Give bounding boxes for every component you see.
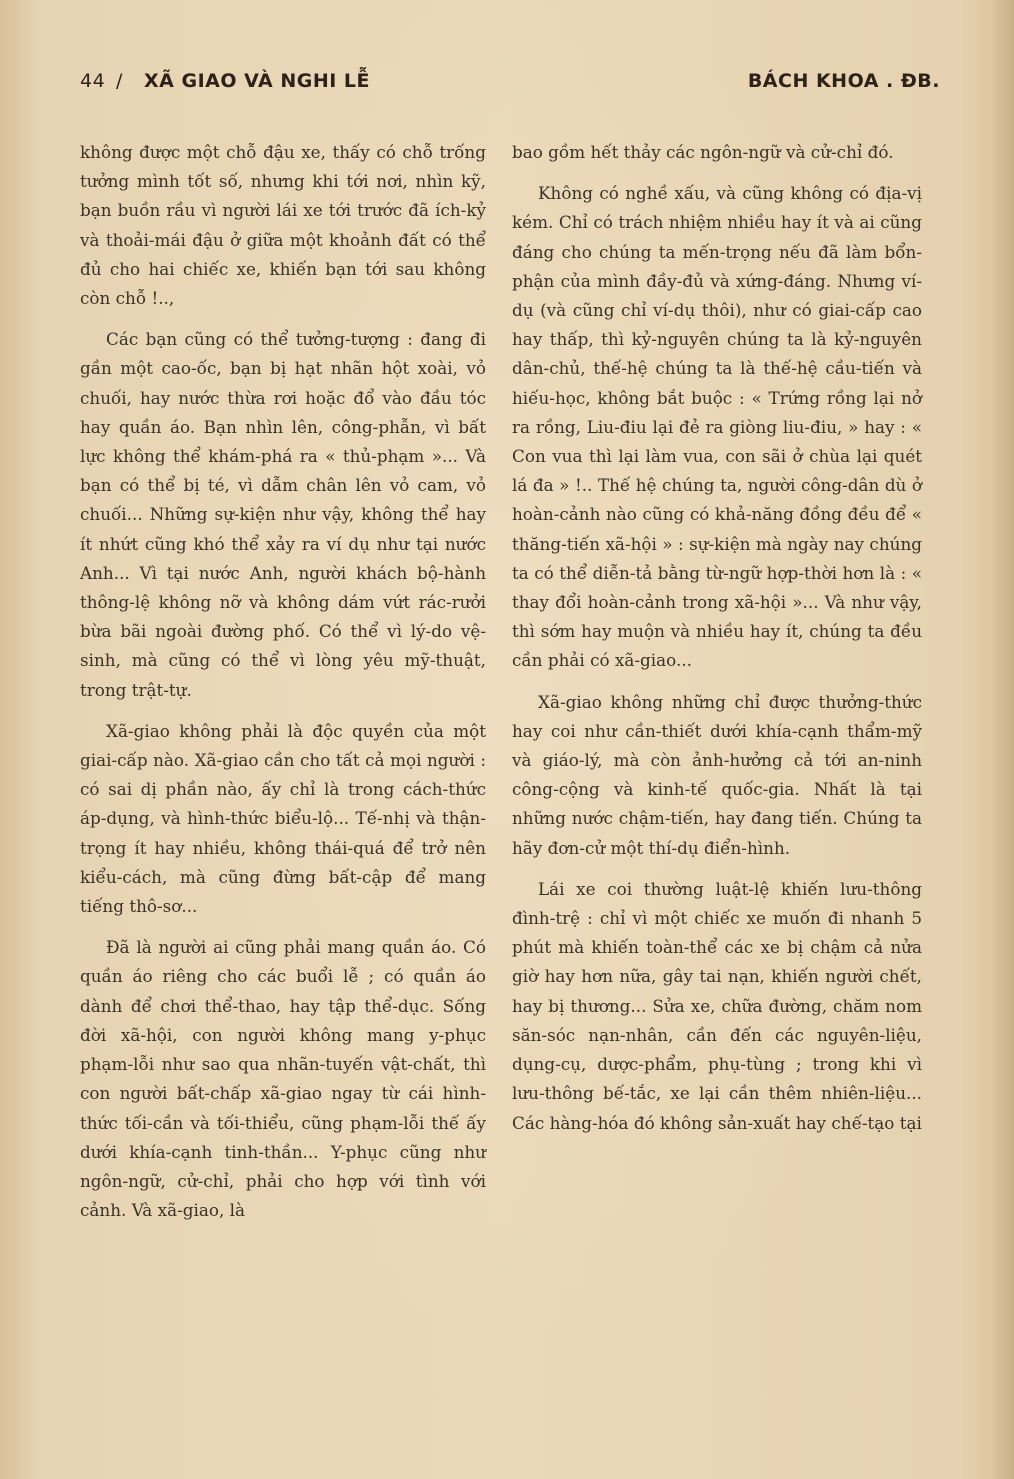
left-column <box>80 138 486 1237</box>
paragraph: không được một chỗ đậu xe, thấy có chỗ trống tưởng mình tốt số, nhưng khi tới nơi, nhìn kỹ, bạn buồn rầu vì người lái xe tới trước đã ích-kỷ và thoải-mái đậu ở giữa một khoảnh đất có thể đủ cho hai chiếc xe, khiến bạn tới sau không còn chỗ !.., <box>80 142 486 309</box>
section-title: XÃ GIAO VÀ NGHI LỄ <box>144 70 371 92</box>
paragraph: Xã-giao không phải là độc quyền của một giai-cấp nào. Xã-giao cần cho tất cả mọi người : có sai dị phần nào, ấy chỉ là trong cách-thức áp-dụng, và hình-thức biểu-lộ... Tế-nhị và thận-trọng ít hay nhiều, không thái-quá để trở nên kiểu-cách, mà cũng đừng bất-cập để mang tiếng thô-sơ... <box>80 720 486 917</box>
paragraph: Đã là người ai cũng phải mang quần áo. Có quần áo riêng cho các buổi lễ ; có quần áo dành để chơi thể-thao, hay tập thể-dục. Sống đời xã-hội, con người không mang y-phục phạm-lỗi như sao qua nhãn-tuyến vật-chất, thì con người bất-chấp xã-giao ngay từ cái hình-thức tối-cần và tối-thiểu, cũng phạm-lỗi thế ấy dưới khía-cạnh tinh-thần... Y-phục cũng như ngôn-ngữ, cử-chỉ, phải cho hợp với tình với cảnh. Và xã-giao, là <box>80 937 486 1221</box>
running-header <box>80 70 940 100</box>
page-edge-shadow <box>992 0 1014 1479</box>
paragraph: Các bạn cũng có thể tưởng-tượng : đang đi gần một cao-ốc, bạn bị hạt nhãn hột xoài, vỏ chuối, hay nước thừa rơi hoặc đổ vào đầu tóc hay quần áo. Bạn nhìn lên, công-phẫn, vì bất lực không thể khám-phá ra « thủ-phạm »... Và bạn có thể bị té, vì dẫm chân lên vỏ cam, vỏ chuối... Những sự-kiện như vậy, không thể hay ít nhứt cũng khó thể xảy ra ví dụ như tại nước Anh... Vì tại nước Anh, người khách bộ-hành thông-lệ không nỡ và không dám vứt rác-rưởi bừa bãi ngoài đường phố. Có thể vì lý-do vệ-sinh, mà cũng có thể vì lòng yêu mỹ-thuật, trong trật-tự. <box>80 329 486 700</box>
paragraph: Lái xe coi thường luật-lệ khiến lưu-thông đình-trệ : chỉ vì một chiếc xe muốn đi nhanh 5 phút mà khiến toàn-thể các xe bị chậm cả nửa giờ hay hơn nữa, gây tai nạn, khiến người chết, hay bị thương... Sửa xe, chữa đường, chăm nom săn-sóc nạn-nhân, cần đến các nguyên-liệu, dụng-cụ, dược-phẩm, phụ-tùng ; trong khi vì lưu-thông bế-tắc, xe lại cần thêm nhiên-liệu... Các hàng-hóa đó không sản-xuất hay chế-tạo tại <box>512 878 922 1133</box>
header-separator: / <box>116 70 123 92</box>
publication-name: BÁCH KHOA . ĐB. <box>747 70 940 92</box>
page-number: 44 <box>80 70 106 92</box>
right-column <box>512 138 922 1150</box>
paragraph: bao gồm hết thảy các ngôn-ngữ và cử-chỉ đó. <box>512 142 894 162</box>
header-left <box>80 70 370 92</box>
paragraph: Không có nghề xấu, và cũng không có địa-vị kém. Chỉ có trách nhiệm nhiều hay ít và ai cũng đáng cho chúng ta mến-trọng nếu đã làm bổn-phận của mình đầy-đủ và xứng-đáng. Nhưng ví-dụ (và cũng chỉ ví-dụ thôi), như có giai-cấp cao hay thấp, thì kỷ-nguyên chúng ta là kỷ-nguyên dân-chủ, thế-hệ chúng ta là thế-hệ cầu-tiến và hiếu-học, không bắt buộc : « Trứng rồng lại nở ra rồng, Liu-điu lại đẻ ra giòng liu-điu, » hay : « Con vua thì lại làm vua, con sãi ở chùa lại quét lá đa » !.. Thế hệ chúng ta, người công-dân dù ở hoàn-cảnh nào cũng có khả-năng đồng đều để « thăng-tiến xã-hội » : sự-kiện mà ngày nay chúng ta có thể diễn-tả bằng từ-ngữ hợp-thời hơn là : « thay đổi hoàn-cảnh trong xã-hội »... Và như vậy, thì sớm hay muộn và nhiều hay ít, chúng ta đều cần phải có xã-giao... <box>512 183 922 671</box>
paragraph: Xã-giao không những chỉ được thưởng-thức hay coi như cần-thiết dưới khía-cạnh thẩm-mỹ và giáo-lý, mà còn ảnh-hưởng cả tới an-ninh công-cộng và kinh-tế quốc-gia. Nhất là tại những nước chậm-tiến, hay đang tiến. Chúng ta hãy đơn-cử một thí-dụ điển-hình. <box>512 691 922 858</box>
